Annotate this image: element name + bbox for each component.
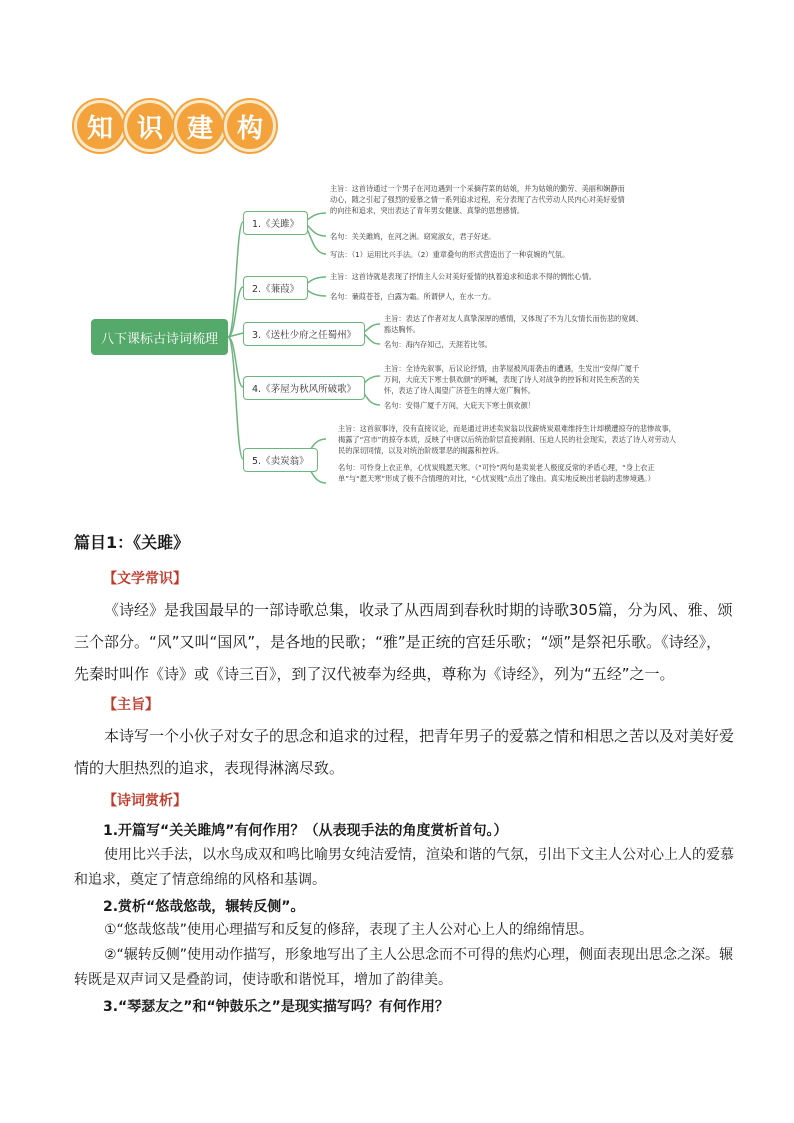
tag-literature: 【文学常识】 [103,571,187,587]
mindmap-leaf: 主旨：这首叙事诗，没有直接议论，而是通过讲述卖炭翁以伐薪烧炭艰难维持生计却横遭掠夺的悲惨故事，揭露了“宫市”的掠夺本质，反映了中唐以后统治阶层直接剥削、压迫人民的社会现实，表达了诗人对劳动人民的深切同情，以及对统治阶级罪恶的揭露和控诉。 [338,424,677,455]
mindmap-leaf: 主旨：全诗先叙事，后议论抒情，由茅屋被风雨袭击的遭遇，生发出“安得广厦千万间，大庇天下寒士俱欢颜”的呼喊，表现了诗人对战争的控诉和对民生疾苦的关怀，表达了诗人渴望广济苍生的博大宽广胸怀。 [384,364,640,395]
mindmap-leaf: 名句：关关雎鸠，在河之洲。窈窕淑女，君子好逑。 [330,232,496,241]
question: 1.开篇写“关关雎鸠”有何作用？（从表现手法的角度赏析首句。） [103,823,508,839]
mindmap-leaf: 写法：（1）运用比兴手法。（2）重章叠句的形式营造出了一种哀婉的气氛。 [330,250,570,259]
header-badge: 识 [124,100,176,152]
mindmap-branch: 4.《茅屋为秋风所破歌》 [243,376,365,400]
section-title: 篇目1：《关雎》 [74,533,190,552]
connector [228,287,243,337]
connector [228,333,243,337]
mindmap-branch: 5.《卖炭翁》 [243,448,318,472]
question: 3.“琴瑟友之”和“钟鼓乐之”是现实描写吗？有何作用？ [103,999,449,1015]
answer: ①“悠哉悠哉”使用心理描写和反复的修辞，表现了主人公对心上人的绵绵情思。 [104,922,594,938]
mindmap-leaf: 主旨：这首诗就是表现了抒情主人公对美好爱情的执着追求和追求不得的惆怅心情。 [330,272,596,281]
header-badge: 构 [224,100,276,152]
mindmap-leaf: 名句：安得广厦千万间，大庇天下寒士俱欢颜！ [384,401,535,410]
tag-theme: 【主旨】 [103,697,159,713]
connector [228,337,243,387]
mindmap-branch: 3.《送杜少府之任蜀州》 [243,322,365,346]
mindmap-leaf: 主旨：表达了作者对友人真挚深厚的感情，又体现了不为儿女情长而伤悲的宽阔、豁达胸怀。 [384,314,643,334]
mindmap-leaf: 名句：海内存知己，天涯若比邻。 [384,340,492,349]
paragraph-literature: 《诗经》是我国最早的一部诗歌总集，收录了从西周到春秋时期的诗歌305篇，分为风、雅、颂三个部分。“风”又叫“国风”，是各地的民歌；“雅”是正统的宫廷乐歌；“颂”是祭祀乐歌。《诗经》，先秦时叫作《诗》或《诗三百》，到了汉代被奉为经典，尊称为《诗经》，列为“五经”之一。 [74,601,733,683]
answer: 使用比兴手法，以水鸟成双和鸣比喻男女纯洁爱情，渲染和谐的气氛，引出下文主人公对心上人的爱慕和追求，奠定了情意绵绵的风格和基调。 [74,847,734,888]
tag-appreciation: 【诗词赏析】 [103,793,187,809]
question: 2.赏析“悠哉悠哉，辗转反侧”。 [103,899,305,915]
mindmap-leaf: 名句：可怜身上衣正单，心忧炭贱愿天寒。（“可怜”两句是卖炭老人极度反常的矛盾心理，“身上衣正单”与“愿天寒”形成了极不合情理的对比，“心忧炭贱”点出了缘由。真实地反映出老翁的悲惨境遇。） [338,463,655,483]
mindmap-branch: 1.《关雎》 [243,211,308,235]
paragraph-theme: 本诗写一个小伙子对女子的思念和追求的过程，把青年男子的爱慕之情和相思之苦以及对美好爱情的大胆热烈的追求，表现得淋漓尽致。 [74,727,735,777]
mindmap-leaf: 名句：蒹葭苍苍，白露为霜。所谓伊人，在水一方。 [330,292,496,301]
mindmap-leaf: 主旨：这首诗通过一个男子在河边遇到一个采摘荇菜的姑娘，并为姑娘的勤劳、美丽和娴静而动心，随之引起了强烈的爱慕之情一系列追求过程，充分表现了古代劳动人民内心对美好爱情的向往和追求，突出表达了青年男女健康、真挚的思想感情。 [330,184,625,215]
answer: ②“辗转反侧”使用动作描写，形象地写出了主人公思念而不可得的焦灼心理，侧面表现出思念之深。辗转既是双声词又是叠韵词，使诗歌和谐悦耳，增加了韵律美。 [74,947,734,988]
connector [228,222,243,337]
mindmap-branch: 2.《蒹葭》 [243,276,308,300]
section-header-badges [74,100,274,152]
header-badge: 知 [74,100,126,152]
mindmap-root: 八下课标古诗词梳理 [91,319,228,355]
header-badge: 建 [174,100,226,152]
connector [228,337,243,459]
